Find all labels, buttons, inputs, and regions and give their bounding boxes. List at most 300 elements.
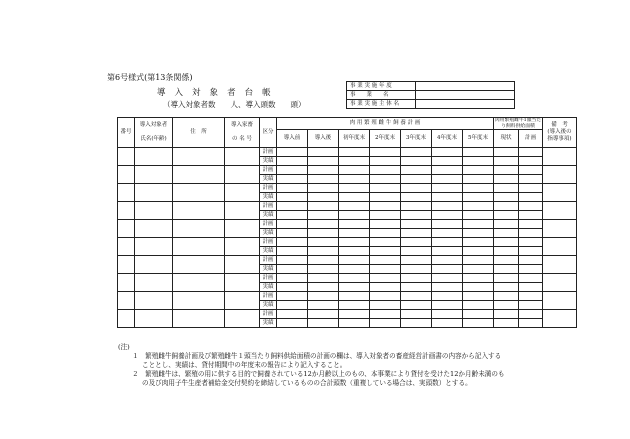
entry-cell[interactable] (277, 157, 308, 166)
division-label: 計画 (260, 148, 277, 157)
entry-cell[interactable] (519, 193, 543, 202)
entry-cell[interactable] (401, 193, 432, 202)
division-label: 計画 (260, 166, 277, 175)
entry-cell[interactable] (225, 166, 260, 184)
entry-cell[interactable] (173, 220, 225, 238)
header-livestock-name: 導入家畜 の 名 号 (225, 118, 260, 148)
entry-cell[interactable] (277, 301, 308, 310)
entry-cell[interactable] (308, 247, 339, 256)
entry-cell[interactable] (519, 319, 543, 328)
entry-cell[interactable] (370, 247, 401, 256)
entry-cell[interactable] (118, 148, 135, 166)
header-name: 導入対象者 氏名(年齢) (135, 118, 173, 148)
entry-cell[interactable] (370, 202, 401, 211)
entry-cell[interactable] (173, 238, 225, 256)
entry-cell[interactable] (401, 148, 432, 157)
division-label: 計画 (260, 310, 277, 319)
entry-cell[interactable] (339, 184, 370, 193)
division-label: 実績 (260, 229, 277, 238)
remarks-cell[interactable] (543, 238, 577, 256)
entry-cell[interactable] (308, 175, 339, 184)
entry-cell[interactable] (118, 202, 135, 220)
entry-cell[interactable] (494, 310, 519, 319)
entry-cell[interactable] (463, 193, 494, 202)
entry-cell[interactable] (432, 220, 463, 229)
entry-cell[interactable] (339, 247, 370, 256)
entry-cell[interactable] (339, 148, 370, 157)
entry-cell[interactable] (308, 265, 339, 274)
info-row-year (347, 82, 515, 91)
division-label: 実績 (260, 247, 277, 256)
info-value-field[interactable] (416, 91, 515, 100)
entry-cell[interactable] (463, 202, 494, 211)
entry-cell[interactable] (173, 166, 225, 184)
entry-cell[interactable] (494, 283, 519, 292)
entry-cell[interactable] (225, 292, 260, 310)
remarks-cell[interactable] (543, 202, 577, 220)
entry-cell[interactable] (339, 283, 370, 292)
entry-cell[interactable] (463, 292, 494, 301)
header-plan-col: 導入前 (277, 130, 308, 148)
entry-cell[interactable] (308, 319, 339, 328)
entry-cell[interactable] (308, 211, 339, 220)
header-plan-col: 5年度末 (463, 130, 494, 148)
entry-cell[interactable] (135, 220, 173, 238)
entry-cell[interactable] (432, 256, 463, 265)
division-label: 計画 (260, 274, 277, 283)
entry-cell[interactable] (277, 220, 308, 229)
entry-cell[interactable] (401, 157, 432, 166)
entry-cell[interactable] (339, 166, 370, 175)
entry-cell[interactable] (225, 256, 260, 274)
entry-cell[interactable] (401, 229, 432, 238)
entry-cell[interactable] (135, 202, 173, 220)
form-subtitle: （導入対象者数 人、導入頭数 頭） (163, 100, 306, 109)
entry-cell[interactable] (401, 319, 432, 328)
entry-cell[interactable] (135, 166, 173, 184)
entry-cell[interactable] (339, 202, 370, 211)
entry-cell[interactable] (308, 202, 339, 211)
entry-cell[interactable] (308, 193, 339, 202)
entry-cell[interactable] (494, 265, 519, 274)
remarks-cell[interactable] (543, 274, 577, 292)
entry-cell[interactable] (519, 175, 543, 184)
entry-cell[interactable] (339, 175, 370, 184)
entry-cell[interactable] (277, 193, 308, 202)
entry-cell[interactable] (370, 220, 401, 229)
entry-cell[interactable] (463, 157, 494, 166)
entry-cell[interactable] (339, 292, 370, 301)
entry-cell[interactable] (432, 166, 463, 175)
entry-cell[interactable] (118, 220, 135, 238)
division-label: 計画 (260, 238, 277, 247)
entry-cell[interactable] (463, 256, 494, 265)
entry-cell[interactable] (519, 283, 543, 292)
entry-cell[interactable] (401, 310, 432, 319)
entry-cell[interactable] (277, 148, 308, 157)
entry-cell[interactable] (308, 166, 339, 175)
entry-cell[interactable] (463, 211, 494, 220)
entry-cell[interactable] (135, 184, 173, 202)
entry-cell[interactable] (519, 310, 543, 319)
entry-cell[interactable] (463, 310, 494, 319)
entry-cell[interactable] (308, 238, 339, 247)
title-char: 者 (227, 88, 236, 98)
entry-cell[interactable] (494, 247, 519, 256)
entry-cell[interactable] (432, 157, 463, 166)
header-feed-area: 肉用繁殖雌牛1頭当たり飼料供給面積 (494, 118, 542, 129)
entry-cell[interactable] (277, 175, 308, 184)
entry-cell[interactable] (432, 319, 463, 328)
entry-cell[interactable] (277, 166, 308, 175)
division-label: 実績 (260, 175, 277, 184)
entry-cell[interactable] (277, 274, 308, 283)
entry-cell[interactable] (519, 256, 543, 265)
header-plan-col: 3年度末 (401, 130, 432, 148)
entry-cell[interactable] (118, 274, 135, 292)
division-label: 計画 (260, 184, 277, 193)
note-2-cont: の及び肉用子牛生産者補給金交付契約を締結しているものの合計頭数（重複している場合は、実頭数）とする。 (142, 379, 472, 387)
header-remarks: 備 考 (導入後の 指導事項) (543, 118, 577, 148)
entry-cell[interactable] (494, 319, 519, 328)
entry-cell[interactable] (339, 220, 370, 229)
entry-cell[interactable] (401, 238, 432, 247)
entry-cell[interactable] (370, 292, 401, 301)
entry-cell[interactable] (494, 274, 519, 283)
entry-cell[interactable] (494, 148, 519, 157)
entry-cell[interactable] (494, 292, 519, 301)
entry-cell[interactable] (370, 256, 401, 265)
entry-cell[interactable] (277, 211, 308, 220)
entry-cell[interactable] (277, 265, 308, 274)
remarks-cell[interactable] (543, 220, 577, 238)
entry-cell[interactable] (494, 202, 519, 211)
entry-cell[interactable] (401, 220, 432, 229)
info-row-project (347, 91, 515, 100)
remarks-cell[interactable] (543, 148, 577, 166)
entry-cell[interactable] (494, 166, 519, 175)
entry-cell[interactable] (173, 256, 225, 274)
info-label: 事 業 実 施 主 体 名 (347, 100, 416, 109)
division-label: 実績 (260, 157, 277, 166)
entry-cell[interactable] (432, 175, 463, 184)
entry-cell[interactable] (118, 256, 135, 274)
title-char: 象 (209, 88, 219, 98)
entry-cell[interactable] (432, 274, 463, 283)
entry-cell[interactable] (277, 202, 308, 211)
entry-cell[interactable] (401, 301, 432, 310)
entry-cell[interactable] (494, 256, 519, 265)
entry-cell[interactable] (401, 211, 432, 220)
entry-cell[interactable] (494, 157, 519, 166)
info-value-field[interactable] (416, 100, 515, 109)
remarks-cell[interactable] (543, 292, 577, 310)
entry-cell[interactable] (494, 238, 519, 247)
entry-cell[interactable] (401, 256, 432, 265)
entry-cell[interactable] (463, 283, 494, 292)
entry-cell[interactable] (339, 301, 370, 310)
table-row (118, 184, 577, 193)
project-info-box (346, 81, 515, 109)
entry-cell[interactable] (277, 310, 308, 319)
entry-cell[interactable] (401, 274, 432, 283)
entry-cell[interactable] (494, 211, 519, 220)
entry-cell[interactable] (401, 202, 432, 211)
entry-cell[interactable] (401, 247, 432, 256)
entry-cell[interactable] (308, 148, 339, 157)
entry-cell[interactable] (463, 148, 494, 157)
entry-cell[interactable] (173, 274, 225, 292)
entry-cell[interactable] (339, 211, 370, 220)
entry-cell[interactable] (225, 274, 260, 292)
header-address: 住 所 (173, 118, 225, 148)
entry-cell[interactable] (370, 265, 401, 274)
entry-cell[interactable] (494, 184, 519, 193)
entry-cell[interactable] (463, 238, 494, 247)
entry-cell[interactable] (277, 247, 308, 256)
title-char: 入 (174, 88, 184, 98)
entry-cell[interactable] (308, 310, 339, 319)
division-label: 計画 (260, 292, 277, 301)
entry-cell[interactable] (173, 202, 225, 220)
entry-cell[interactable] (339, 274, 370, 283)
entry-cell[interactable] (370, 310, 401, 319)
entry-cell[interactable] (463, 220, 494, 229)
info-value-field[interactable] (416, 82, 515, 91)
entry-cell[interactable] (519, 247, 543, 256)
entry-cell[interactable] (339, 193, 370, 202)
entry-cell[interactable] (308, 283, 339, 292)
entry-cell[interactable] (277, 229, 308, 238)
entry-cell[interactable] (463, 265, 494, 274)
entry-cell[interactable] (277, 283, 308, 292)
entry-cell[interactable] (432, 238, 463, 247)
division-label: 実績 (260, 265, 277, 274)
entry-cell[interactable] (118, 310, 135, 328)
entry-cell[interactable] (277, 256, 308, 265)
entry-cell[interactable] (401, 184, 432, 193)
entry-cell[interactable] (339, 238, 370, 247)
entry-cell[interactable] (494, 220, 519, 229)
header-plan-col: 2年度末 (370, 130, 401, 148)
entry-cell[interactable] (135, 256, 173, 274)
table-row (118, 292, 577, 301)
notes-section (118, 343, 598, 388)
notes-heading: (注) (118, 343, 130, 351)
entry-cell[interactable] (173, 310, 225, 328)
entry-cell[interactable] (432, 310, 463, 319)
entry-cell[interactable] (432, 184, 463, 193)
entry-cell[interactable] (118, 292, 135, 310)
entry-cell[interactable] (277, 238, 308, 247)
entry-cell[interactable] (432, 202, 463, 211)
entry-cell[interactable] (308, 184, 339, 193)
header-plan-col: 初年度末 (339, 130, 370, 148)
division-label: 実績 (260, 193, 277, 202)
entry-cell[interactable] (401, 283, 432, 292)
table-row (118, 310, 577, 319)
entry-cell[interactable] (519, 301, 543, 310)
entry-cell[interactable] (370, 319, 401, 328)
entry-cell[interactable] (339, 157, 370, 166)
table-row (118, 220, 577, 229)
entry-cell[interactable] (173, 148, 225, 166)
entry-cell[interactable] (370, 166, 401, 175)
entry-cell[interactable] (519, 148, 543, 157)
entry-cell[interactable] (339, 256, 370, 265)
entry-cell[interactable] (370, 175, 401, 184)
entry-cell[interactable] (519, 265, 543, 274)
entry-cell[interactable] (225, 184, 260, 202)
entry-cell[interactable] (173, 292, 225, 310)
entry-cell[interactable] (308, 157, 339, 166)
entry-cell[interactable] (519, 211, 543, 220)
entry-cell[interactable] (401, 166, 432, 175)
table-row (118, 202, 577, 211)
entry-cell[interactable] (463, 301, 494, 310)
entry-cell[interactable] (432, 247, 463, 256)
entry-cell[interactable] (432, 283, 463, 292)
entry-cell[interactable] (519, 202, 543, 211)
entry-cell[interactable] (519, 220, 543, 229)
division-label: 計画 (260, 220, 277, 229)
entry-cell[interactable] (277, 292, 308, 301)
entry-cell[interactable] (277, 319, 308, 328)
entry-cell[interactable] (370, 229, 401, 238)
entry-cell[interactable] (135, 310, 173, 328)
entry-cell[interactable] (308, 301, 339, 310)
entry-cell[interactable] (432, 301, 463, 310)
info-label: 事 業 実 施 年 度 (347, 82, 416, 91)
remarks-cell[interactable] (543, 166, 577, 184)
entry-cell[interactable] (432, 292, 463, 301)
remarks-cell[interactable] (543, 310, 577, 328)
remarks-cell[interactable] (543, 184, 577, 202)
entry-cell[interactable] (370, 148, 401, 157)
table-row (118, 256, 577, 265)
entry-cell[interactable] (370, 301, 401, 310)
title-char: 対 (192, 88, 201, 98)
entry-cell[interactable] (463, 175, 494, 184)
table-row (118, 166, 577, 175)
entry-cell[interactable] (339, 319, 370, 328)
info-row-entity (347, 100, 515, 109)
entry-cell[interactable] (463, 184, 494, 193)
entry-cell[interactable] (173, 184, 225, 202)
entry-cell[interactable] (463, 166, 494, 175)
entry-cell[interactable] (519, 238, 543, 247)
entry-cell[interactable] (339, 229, 370, 238)
entry-cell[interactable] (277, 184, 308, 193)
entry-cell[interactable] (432, 211, 463, 220)
title-char: 帳 (262, 88, 271, 98)
entry-cell[interactable] (308, 229, 339, 238)
entry-cell[interactable] (519, 229, 543, 238)
entry-cell[interactable] (118, 184, 135, 202)
entry-cell[interactable] (432, 265, 463, 274)
info-label: 事 業 名 (347, 91, 416, 100)
entry-cell[interactable] (494, 229, 519, 238)
entry-cell[interactable] (432, 148, 463, 157)
header-area-col: 現状 (494, 130, 519, 148)
note-2: ２ 繁殖雌牛は、繁殖の用に供する目的で飼養されている12か月齢以上のもの、本事業により貸付を受けた12か月齢未満のも (132, 370, 505, 378)
entry-cell[interactable] (370, 274, 401, 283)
title-char: 台 (244, 88, 254, 98)
entry-cell[interactable] (370, 157, 401, 166)
entry-cell[interactable] (308, 220, 339, 229)
entry-cell[interactable] (494, 301, 519, 310)
division-label: 実績 (260, 283, 277, 292)
form-number: 第6号様式(第13条関係) (107, 73, 193, 82)
entry-cell[interactable] (370, 211, 401, 220)
entry-cell[interactable] (339, 310, 370, 319)
entry-cell[interactable] (463, 319, 494, 328)
division-label: 計画 (260, 202, 277, 211)
entry-cell[interactable] (308, 274, 339, 283)
entry-cell[interactable] (225, 220, 260, 238)
entry-cell[interactable] (519, 157, 543, 166)
entry-cell[interactable] (463, 229, 494, 238)
entry-cell[interactable] (519, 184, 543, 193)
entry-cell[interactable] (370, 193, 401, 202)
entry-cell[interactable] (135, 274, 173, 292)
entry-cell[interactable] (401, 265, 432, 274)
entry-cell[interactable] (401, 175, 432, 184)
entry-cell[interactable] (308, 256, 339, 265)
header-breeding-plan: 肉 用 繁 殖 雌 牛 飼 養 計 画 (277, 118, 494, 130)
entry-cell[interactable] (225, 148, 260, 166)
entry-cell[interactable] (370, 283, 401, 292)
entry-cell[interactable] (432, 193, 463, 202)
entry-cell[interactable] (519, 166, 543, 175)
entry-cell[interactable] (494, 193, 519, 202)
header-division: 区分 (260, 118, 277, 148)
entry-cell[interactable] (118, 166, 135, 184)
form-title (157, 86, 280, 98)
entry-cell[interactable] (225, 238, 260, 256)
entry-cell[interactable] (401, 292, 432, 301)
division-label: 実績 (260, 301, 277, 310)
entry-cell[interactable] (463, 247, 494, 256)
entry-cell[interactable] (494, 175, 519, 184)
table-row (118, 238, 577, 247)
division-label: 計画 (260, 256, 277, 265)
ledger-table (117, 117, 577, 328)
division-label: 実績 (260, 319, 277, 328)
entry-cell[interactable] (463, 274, 494, 283)
entry-cell[interactable] (370, 238, 401, 247)
entry-cell[interactable] (339, 265, 370, 274)
table-row (118, 274, 577, 283)
entry-cell[interactable] (308, 292, 339, 301)
entry-cell[interactable] (370, 184, 401, 193)
entry-cell[interactable] (118, 238, 135, 256)
entry-cell[interactable] (519, 274, 543, 283)
entry-cell[interactable] (225, 310, 260, 328)
header-number: 番号 (118, 118, 135, 148)
entry-cell[interactable] (135, 238, 173, 256)
entry-cell[interactable] (135, 148, 173, 166)
note-1: １ 繁殖雌牛飼養計画及び繁殖雌牛１頭当たり飼料供給面積の計画の欄は、導入対象者の畜産経営計画書の内容から記入する (132, 352, 502, 360)
entry-cell[interactable] (135, 292, 173, 310)
header-area-col: 計画 (519, 130, 543, 148)
entry-cell[interactable] (432, 229, 463, 238)
remarks-cell[interactable] (543, 256, 577, 274)
entry-cell[interactable] (225, 202, 260, 220)
header-plan-col: 導入後 (308, 130, 339, 148)
entry-cell[interactable] (519, 292, 543, 301)
note-1-cont: こととし、実績は、貸付期間中の年度末の報告により記入すること。 (142, 361, 347, 369)
